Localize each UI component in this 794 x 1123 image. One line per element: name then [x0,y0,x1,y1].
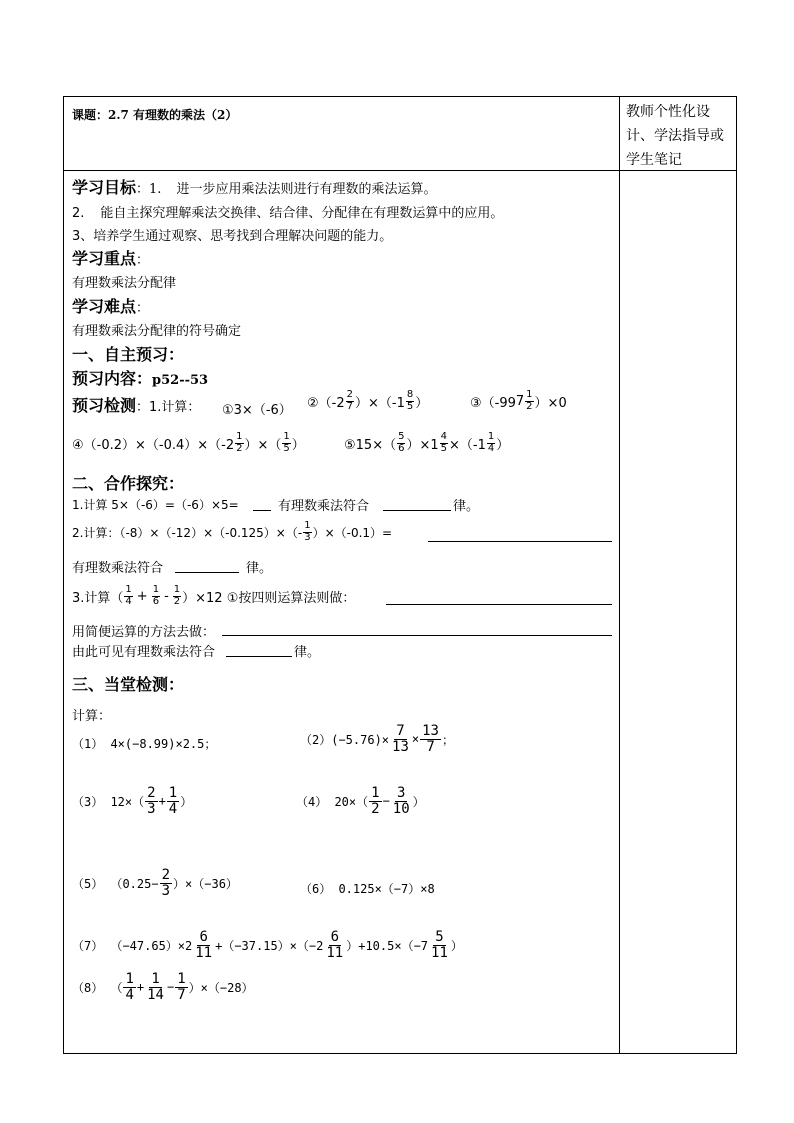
preview-q4: ④（-0.2）×（-0.4）×（-2 1 2 ）×（ 1 5 ） [72,431,305,454]
objectives-line3: 3、培养学生通过观察、思考找到合理解决问题的能力。 [72,229,393,244]
explore-item3-line2: 用简便运算的方法去做： [72,625,216,640]
objectives-label: 学习目标 [72,178,137,197]
key-point-text: 有理数乘法分配律 [72,276,177,291]
explore-item1-law: 有理数乘法符合 [278,499,370,514]
problem-6: （6） 0.125×（−7）×8 [300,882,435,896]
explore-item3-line3: 由此可见有理数乘法符合 [72,645,216,660]
difficulty-text: 有理数乘法分配律的符号确定 [72,324,242,339]
preview-q2: ②（-2 2 7 ）×（-1 8 5 ） [307,389,429,412]
problem-3: （3） 12×（ 2 3 + $\frac{1}{4}$ ） [72,785,193,817]
objectives-line1: 学习目标：1. 进一步应用乘法法则进行有理数的乘法运算。 [72,178,437,197]
preview-q3: ③（-99 7 1 2 ）×0 [470,389,567,412]
blank-item2-law[interactable] [175,572,239,573]
problem-8: （8） （ 1 4 + $\frac{1}{14}$ − $\frac{1}{7}$ ）×（−28） [72,971,254,1003]
problem-7: （7） （−47.65）×2 6 11 +（−37.15）×（−2 6 11 ）+10.5×（−7 5 11 ） [72,929,463,961]
preview-q5: ⑤15×（ 5 6 ）×1 $\frac{4}{5}$ ×（-1 1 4 ） [344,431,510,454]
blank-item3-law[interactable] [226,656,292,657]
problem-4: （4） 20×（ 1 2 − $\frac{3}{10}$ ） [296,785,425,817]
explore-item2: 2.计算：（-8）×（-12）×（-0.125）×（- 1 3 ）×（-0.1）= [72,520,393,543]
blank-item3-method1[interactable] [386,604,612,605]
lesson-title: 课题：2.7 有理数的乘法（2） [72,108,238,122]
objectives-line2: 2. 能自主探究理解乘法交换律、结合律、分配律在有理数运算中的应用。 [72,206,504,221]
problem-1: （1） 4×(−8.99)×2.5； [72,737,217,751]
explore-item2-line2: 有理数乘法符合 [72,561,164,576]
column-divider [619,96,620,1054]
blank-item2-answer[interactable] [428,541,612,542]
blank-item1-law[interactable] [383,510,451,511]
key-point-heading: 学习重点： [72,249,150,268]
classcheck-calc: 计算： [72,709,112,724]
preview-q1: ①3×（-6） [222,402,292,418]
side-note-header: 教师个性化设计、学法指导或学生笔记 [626,104,724,168]
preview-check-row1: 预习检测：1.计算： [72,396,201,415]
preview-content: 预习内容：p52--53 [72,369,209,388]
explore-heading: 二、合作探究： [72,474,185,493]
problem-5: （5） （0.25− $\frac{2}{3}$ ）×（−36） [72,867,238,899]
blank-item3-method2[interactable] [222,635,612,636]
blank-item1-answer[interactable] [253,510,271,511]
worksheet-page: 课题：2.7 有理数的乘法（2） 教师个性化设计、学法指导或学生笔记 学习目标：1. 进一步应用乘法法则进行有理数的乘法运算。 2. 能自主探究理解乘法交换律、结合律、分配律在有理数运算中的应用。 3、培养学生通过观察、思考找到合理解决问题的能力。 学习重点： 有理数乘法分配律 学习难点： 有理数乘法分配律的符号确定 一、自主预习： 预习内容：p52--53 预习检测：1.计算： ①3×（-6） ②（-2 2 7 ）×（-1 8 5 ） ③（-99 7 1 2 ）×0 ④（-0.2）×（-0.4）×（-2 1 2 ）×（ 1 5 ） ⑤15×（ 5 6 ）×1 $\frac{4}{5}$ ×（-1 1 4 ） 二、合作探究： 1.计算 5×（-6）=（-6）×5= 有理数乘法符合 律。 2.计算：（-8）×（-12）×（-0.125）×（- 1 3 ）×（-0.1）= 有理数乘法符合 律。 3.计算（ 1 4 + $\frac{1}{6}$ - 1 2 ）×12 ①按四则运算法则做： 用简便运算的方法去做： 由此可见有理数乘法符合 律。 三、当堂检测： 计算： （1） 4×(−8.99)×2.5； （2）(−5.76)× $\frac{7}{13}$ × $\frac{13}{7}$ ； （3） 12×（ 2 3 + $\frac{1}{4}$ ） （4） 20×（ 1 2 − $\frac{3}{10}$ ） （5） （0.25− $\frac{2}{3}$ ）×（−36） （6） 0.125×（−7）×8 （7） （−47.65）×2 6 11 +（−37.15）×（−2 6 11 ）+10.5×（−7 5 11 ） （8） （ 1 4 + $\frac{1}{14}$ − $\frac{1}{7}$ ）×（−28） [0,0,794,1123]
explore-item3: 3.计算（ 1 4 + $\frac{1}{6}$ - 1 2 ）×12 ①按四则运算法则做： [72,584,356,607]
classcheck-heading: 三、当堂检测： [72,675,185,694]
problem-2: （2）(−5.76)× $\frac{7}{13}$ × $\frac{13}{7}$ ； [300,723,454,755]
preview-heading: 一、自主预习： [72,345,185,364]
difficulty-heading: 学习难点： [72,297,150,316]
explore-item1: 1.计算 5×（-6）=（-6）×5= [72,498,239,512]
